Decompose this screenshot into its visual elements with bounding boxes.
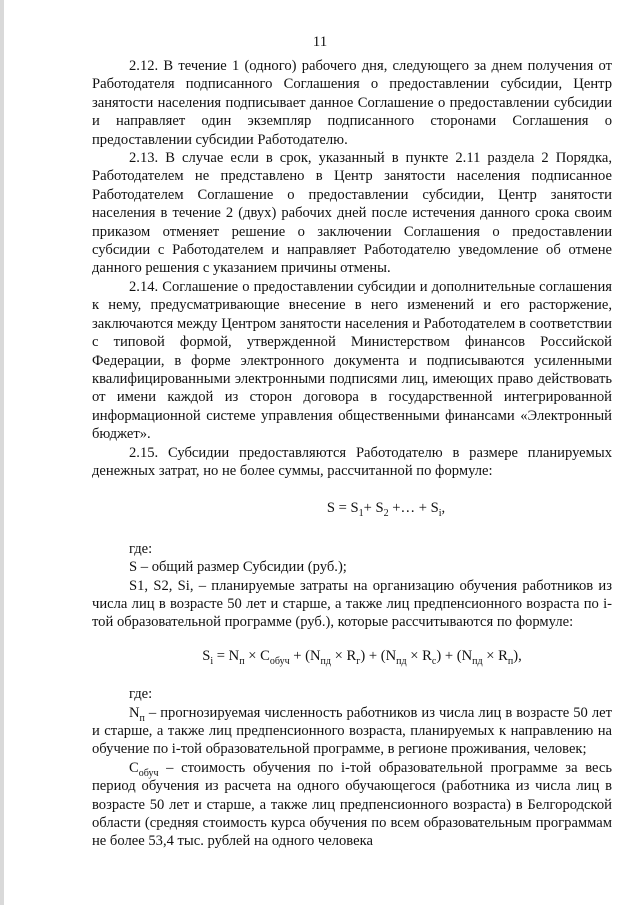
where-label-1: где: [129, 540, 153, 557]
paragraph-2-13: 2.13. В случае если в срок, указанный в пункте 2.11 раздела 2 Порядка, Работодателем не представлено в Центр занятости населения подписанное Работодателем Соглашение о предоставлении субсидии, Центр занятости населения в течение 2 (двух) рабочих дней после истечения данного срока своим приказом отменяет решение о заключении Соглашения о предоставлении субсидии с Работодателем и направляет Работодателю уведомление об отмене данного решения с указанием причины отмены. [92, 150, 612, 277]
paragraph-2-15: 2.15. Субсидии предоставляются Работодателю в размере планируемых денежных затрат, но не более суммы, рассчитанной по формуле: [92, 444, 612, 479]
definition-np: $N_п$ – прогнозируемая численность работников из числа лиц в возрасте 50 лет и старше, а также лиц предпенсионного возраста, планируемых к направлению на обучение по i-той образовательной программе, в регионе проживания, человек; [92, 704, 612, 758]
definition-si: S1, S2, Si, – планируемые затраты на организацию обучения работников из числа лиц в возрасте 50 лет и старше, а также лиц предпенсионного возраста по i-той образовательной программе (руб.), которые рассчитываются по формуле: [92, 577, 612, 631]
definition-s: S – общий размер Субсидии (руб.); [129, 559, 347, 576]
paragraph-2-14: 2.14. Соглашение о предоставлении субсидии и дополнительные соглашения к нему, предусматривающие внесение в него изменений и его расторжение, заключаются между Центром занятости населения и Работодателем в соответствии с типовой формой, утвержденной Министерством финансов Российской Федерации, в форме электронного документа и подписываются усиленными квалифицированными электронными подписями лиц, имеющих право действовать от имени каждой из сторон договора в государственной интегрированной информационной системе управления общественными финансами «Электронный бюджет». [92, 278, 612, 443]
paragraph-2-12: 2.12. В течение 1 (одного) рабочего дня, следующего за днем получения от Работодателя подписанного Соглашения о предоставлении субсидии, Центр занятости населения подписывает данное Соглашение о предоставлении субсидии и направляет один экземпляр подписанного сторонами Соглашения о предоставлении субсидии Работодателю. [92, 58, 612, 148]
formula-si: $S_i = N_п \times C_{обуч} + (N_{пд} \times R_г) + (N_{пд} \times R_с) + (N_{пд} \times R_п)$, [202, 647, 522, 667]
definition-c-obuch: $C_{обуч}$ – стоимость обучения по i-той образовательной программе за весь период обучения из расчета на одного обучающегося (работника из числа лиц в возрасте 50 лет и старше, а также лиц предпенсионного возраста) в Белгородской области (средняя стоимость курса обучения по всем образовательным программам не более 53,4 тыс. рублей на одного человека [92, 759, 612, 850]
page-number: 11 [312, 34, 328, 50]
formula-total-subsidy: $S = S_1+ S_2$ +… + $S_i$, [326, 500, 446, 520]
scan-edge [0, 0, 4, 905]
document-body [92, 57, 612, 851]
where-label-2: где: [129, 686, 153, 703]
